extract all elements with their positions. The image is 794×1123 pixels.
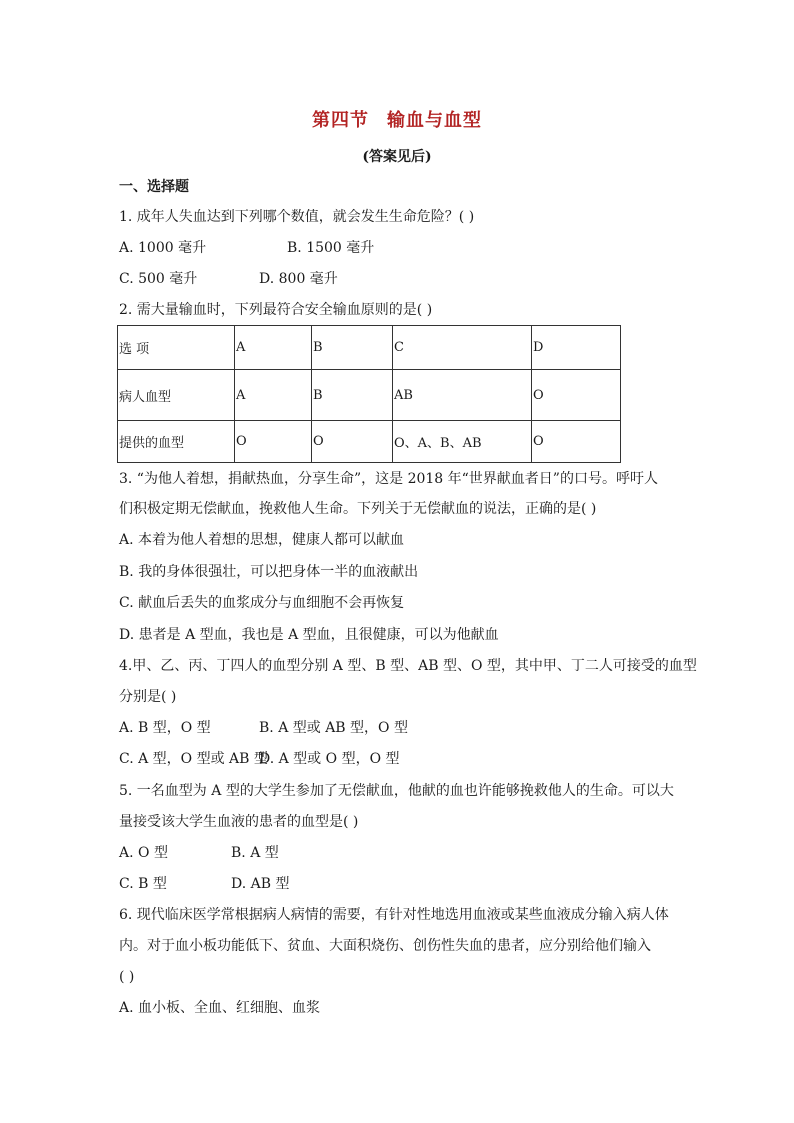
table-row (118, 421, 621, 463)
section-heading: 一、选择题 (119, 179, 189, 195)
table-cell: 病人血型 (118, 370, 235, 421)
q3-option-c: C. 献血后丢失的血浆成分与血细胞不会再恢复 (119, 595, 405, 611)
q6-option-a: A. 血小板、全血、红细胞、血浆 (119, 1000, 321, 1016)
q3-option-a: A. 本着为他人着想的思想，健康人都可以献血 (119, 532, 405, 548)
q4-option-d: D. A 型或 O 型，O 型 (259, 751, 400, 767)
title-topic: 输血与血型 (387, 110, 482, 131)
table-cell: B (312, 326, 393, 370)
q5-option-c: C. B 型 (119, 876, 167, 892)
question-4-stem-line2: 分别是( ) (119, 689, 177, 705)
table-row (118, 326, 621, 370)
table-cell: B (312, 370, 393, 421)
table-cell: 选 项 (118, 326, 235, 370)
page-title (0, 106, 794, 132)
table-cell: O、A、B、AB (393, 421, 532, 463)
q5-option-a: A. O 型 (119, 845, 168, 861)
q3-option-b: B. 我的身体很强壮，可以把身体一半的血液献出 (119, 564, 419, 580)
question-3-stem-line1: 3. “为他人着想，捐献热血，分享生命”，这是 2018 年“世界献血者日”的口号。呼吁人 (119, 471, 658, 487)
table-cell: AB (393, 370, 532, 421)
title-section-number: 第四节 (312, 110, 369, 131)
table-cell: 提供的血型 (118, 421, 235, 463)
blood-type-table (117, 325, 621, 463)
q1-option-b: B. 1500 毫升 (287, 240, 375, 256)
question-6-stem-line1: 6. 现代临床医学常根据病人病情的需要，有针对性地选用血液或某些血液成分输入病人体 (119, 907, 669, 923)
question-5-stem-line2: 量接受该大学生血液的患者的血型是( ) (119, 814, 359, 830)
q5-option-b: B. A 型 (231, 845, 279, 861)
table-cell: C (393, 326, 532, 370)
q4-option-b: B. A 型或 AB 型，O 型 (259, 720, 408, 736)
question-1-stem: 1. 成年人失血达到下列哪个数值，就会发生生命危险？( ) (119, 209, 475, 225)
q4-option-a: A. B 型，O 型 (119, 720, 211, 736)
table-cell: A (235, 370, 312, 421)
table-cell: O (312, 421, 393, 463)
question-2-stem: 2. 需大量输血时，下列最符合安全输血原则的是( ) (119, 302, 433, 318)
table-cell: A (235, 326, 312, 370)
q1-option-d: D. 800 毫升 (259, 271, 338, 287)
q1-option-c: C. 500 毫升 (119, 271, 198, 287)
question-6-stem-line3: ( ) (119, 969, 135, 985)
question-6-stem-line2: 内。对于血小板功能低下、贫血、大面积烧伤、创伤性失血的患者，应分别给他们输入 (119, 938, 651, 954)
q1-option-a: A. 1000 毫升 (119, 240, 207, 256)
q3-option-d: D. 患者是 A 型血，我也是 A 型血，且很健康，可以为他献血 (119, 627, 499, 643)
q4-option-c: C. A 型，O 型或 AB 型 (119, 751, 268, 767)
question-3-stem-line2: 们积极定期无偿献血，挽救他人生命。下列关于无偿献血的说法，正确的是( ) (119, 501, 597, 517)
question-4-stem-line1: 4.甲、乙、丙、丁四人的血型分别 A 型、B 型、AB 型、O 型，其中甲、丁二人可接受的血型 (119, 658, 697, 674)
q5-option-d: D. AB 型 (231, 876, 290, 892)
table-cell: O (532, 370, 621, 421)
table-cell: O (532, 421, 621, 463)
table-cell: O (235, 421, 312, 463)
table-row (118, 370, 621, 421)
table-cell: D (532, 326, 621, 370)
question-5-stem-line1: 5. 一名血型为 A 型的大学生参加了无偿献血，他献的血也许能够挽救他人的生命。可以大 (119, 783, 674, 799)
answer-note: (答案见后) (362, 149, 432, 165)
